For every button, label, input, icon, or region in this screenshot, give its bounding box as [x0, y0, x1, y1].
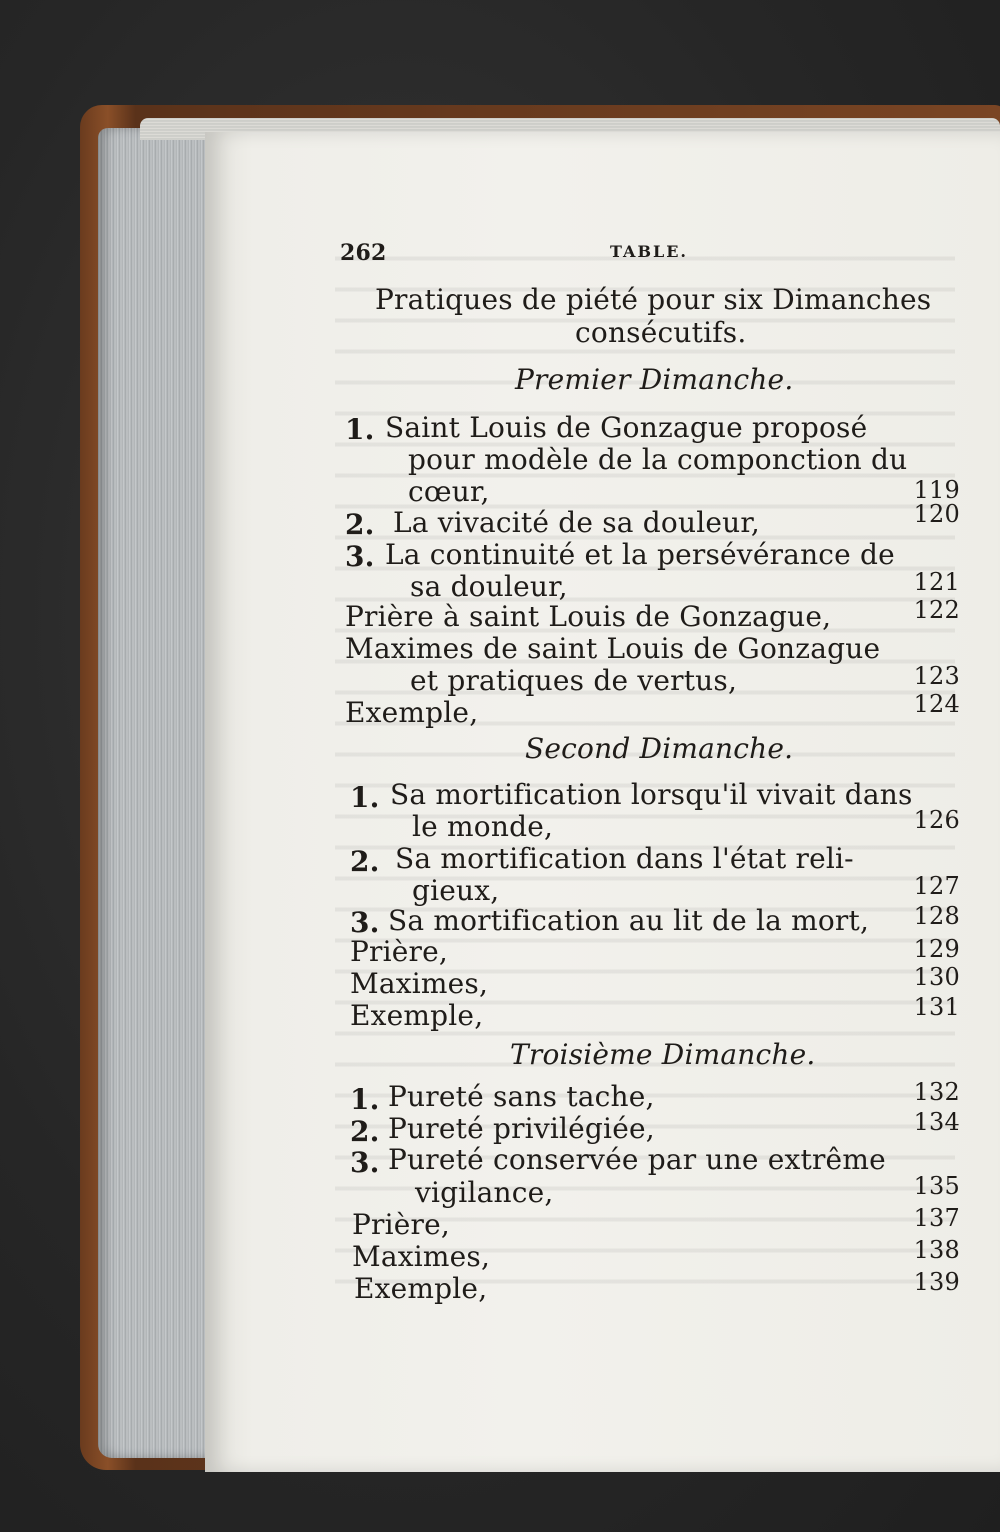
entry-page: 124 [913, 690, 960, 718]
entry-text: Sa mortification lorsqu'il vivait dans [390, 778, 913, 811]
entry-text: Prière, [350, 935, 449, 968]
entry-marker: 2. [350, 1115, 380, 1148]
entry-text: La vivacité de sa douleur, [393, 506, 760, 539]
entry-marker: 2. [350, 845, 380, 878]
entry-text: Saint Louis de Gonzague proposé [385, 411, 868, 444]
entry-page: 139 [913, 1268, 960, 1296]
entry-page: 122 [913, 596, 960, 624]
entry-text: Pureté sans tache, [388, 1080, 655, 1113]
section-heading: Troisième Dimanche. [510, 1038, 816, 1071]
entry-text: La continuité et la persévérance de [385, 538, 895, 571]
entry-page: 129 [913, 935, 960, 963]
entry-marker: 3. [350, 906, 380, 939]
header-title: TABLE. [610, 242, 688, 261]
section-heading: Premier Dimanche. [515, 363, 794, 396]
entry-marker: 3. [345, 540, 375, 573]
entry-page: 138 [913, 1236, 960, 1264]
entry-text: Pureté conservée par une extrême [388, 1143, 886, 1176]
entry-text: Exemple, [354, 1272, 488, 1305]
entry-page: 130 [913, 963, 960, 991]
entry-page: 134 [913, 1108, 960, 1136]
entry-page: 128 [913, 902, 960, 930]
entry-page: 123 [913, 662, 960, 690]
entry-marker: 1. [350, 1083, 380, 1116]
running-header [340, 238, 940, 268]
entry-text: Sa mortification dans l'état reli- [395, 842, 854, 875]
entry-text: Maximes, [352, 1240, 491, 1273]
entry-text: Exemple, [350, 999, 484, 1032]
entry-page: 131 [913, 993, 960, 1021]
entry-page: 132 [913, 1078, 960, 1106]
entry-page: 120 [913, 500, 960, 528]
entry-page: 135 [913, 1172, 960, 1200]
entry-page: 119 [913, 476, 960, 504]
entry-text: cœur, [408, 475, 490, 508]
entry-text: Sa mortification au lit de la mort, [388, 904, 870, 937]
section-heading: Second Dimanche. [525, 732, 794, 765]
entry-text: sa douleur, [410, 570, 568, 603]
intro-line-1: Pratiques de piété pour six Dimanches [375, 283, 932, 316]
entry-text: Prière à saint Louis de Gonzague, [345, 600, 832, 633]
entry-text: pour modèle de la componction du [408, 443, 908, 476]
entry-marker: 2. [345, 508, 375, 541]
entry-text: Pureté privilégiée, [388, 1112, 655, 1145]
entry-text: Maximes, [350, 967, 489, 1000]
entry-text: Maximes de saint Louis de Gonzague [345, 632, 881, 665]
entry-text: gieux, [412, 874, 500, 907]
page-number: 262 [340, 240, 387, 266]
entry-marker: 3. [350, 1146, 380, 1179]
intro-line-2: consécutifs. [575, 316, 747, 349]
entry-page: 137 [913, 1204, 960, 1232]
entry-marker: 1. [350, 781, 380, 814]
entry-marker: 1. [345, 413, 375, 446]
entry-text: vigilance, [415, 1176, 554, 1209]
entry-page: 126 [913, 806, 960, 834]
entry-page: 121 [913, 568, 960, 596]
entry-text: Exemple, [345, 696, 479, 729]
entry-text: le monde, [412, 810, 554, 843]
entry-page: 127 [913, 872, 960, 900]
entry-text: Prière, [352, 1208, 451, 1241]
entry-text: et pratiques de vertus, [410, 664, 738, 697]
